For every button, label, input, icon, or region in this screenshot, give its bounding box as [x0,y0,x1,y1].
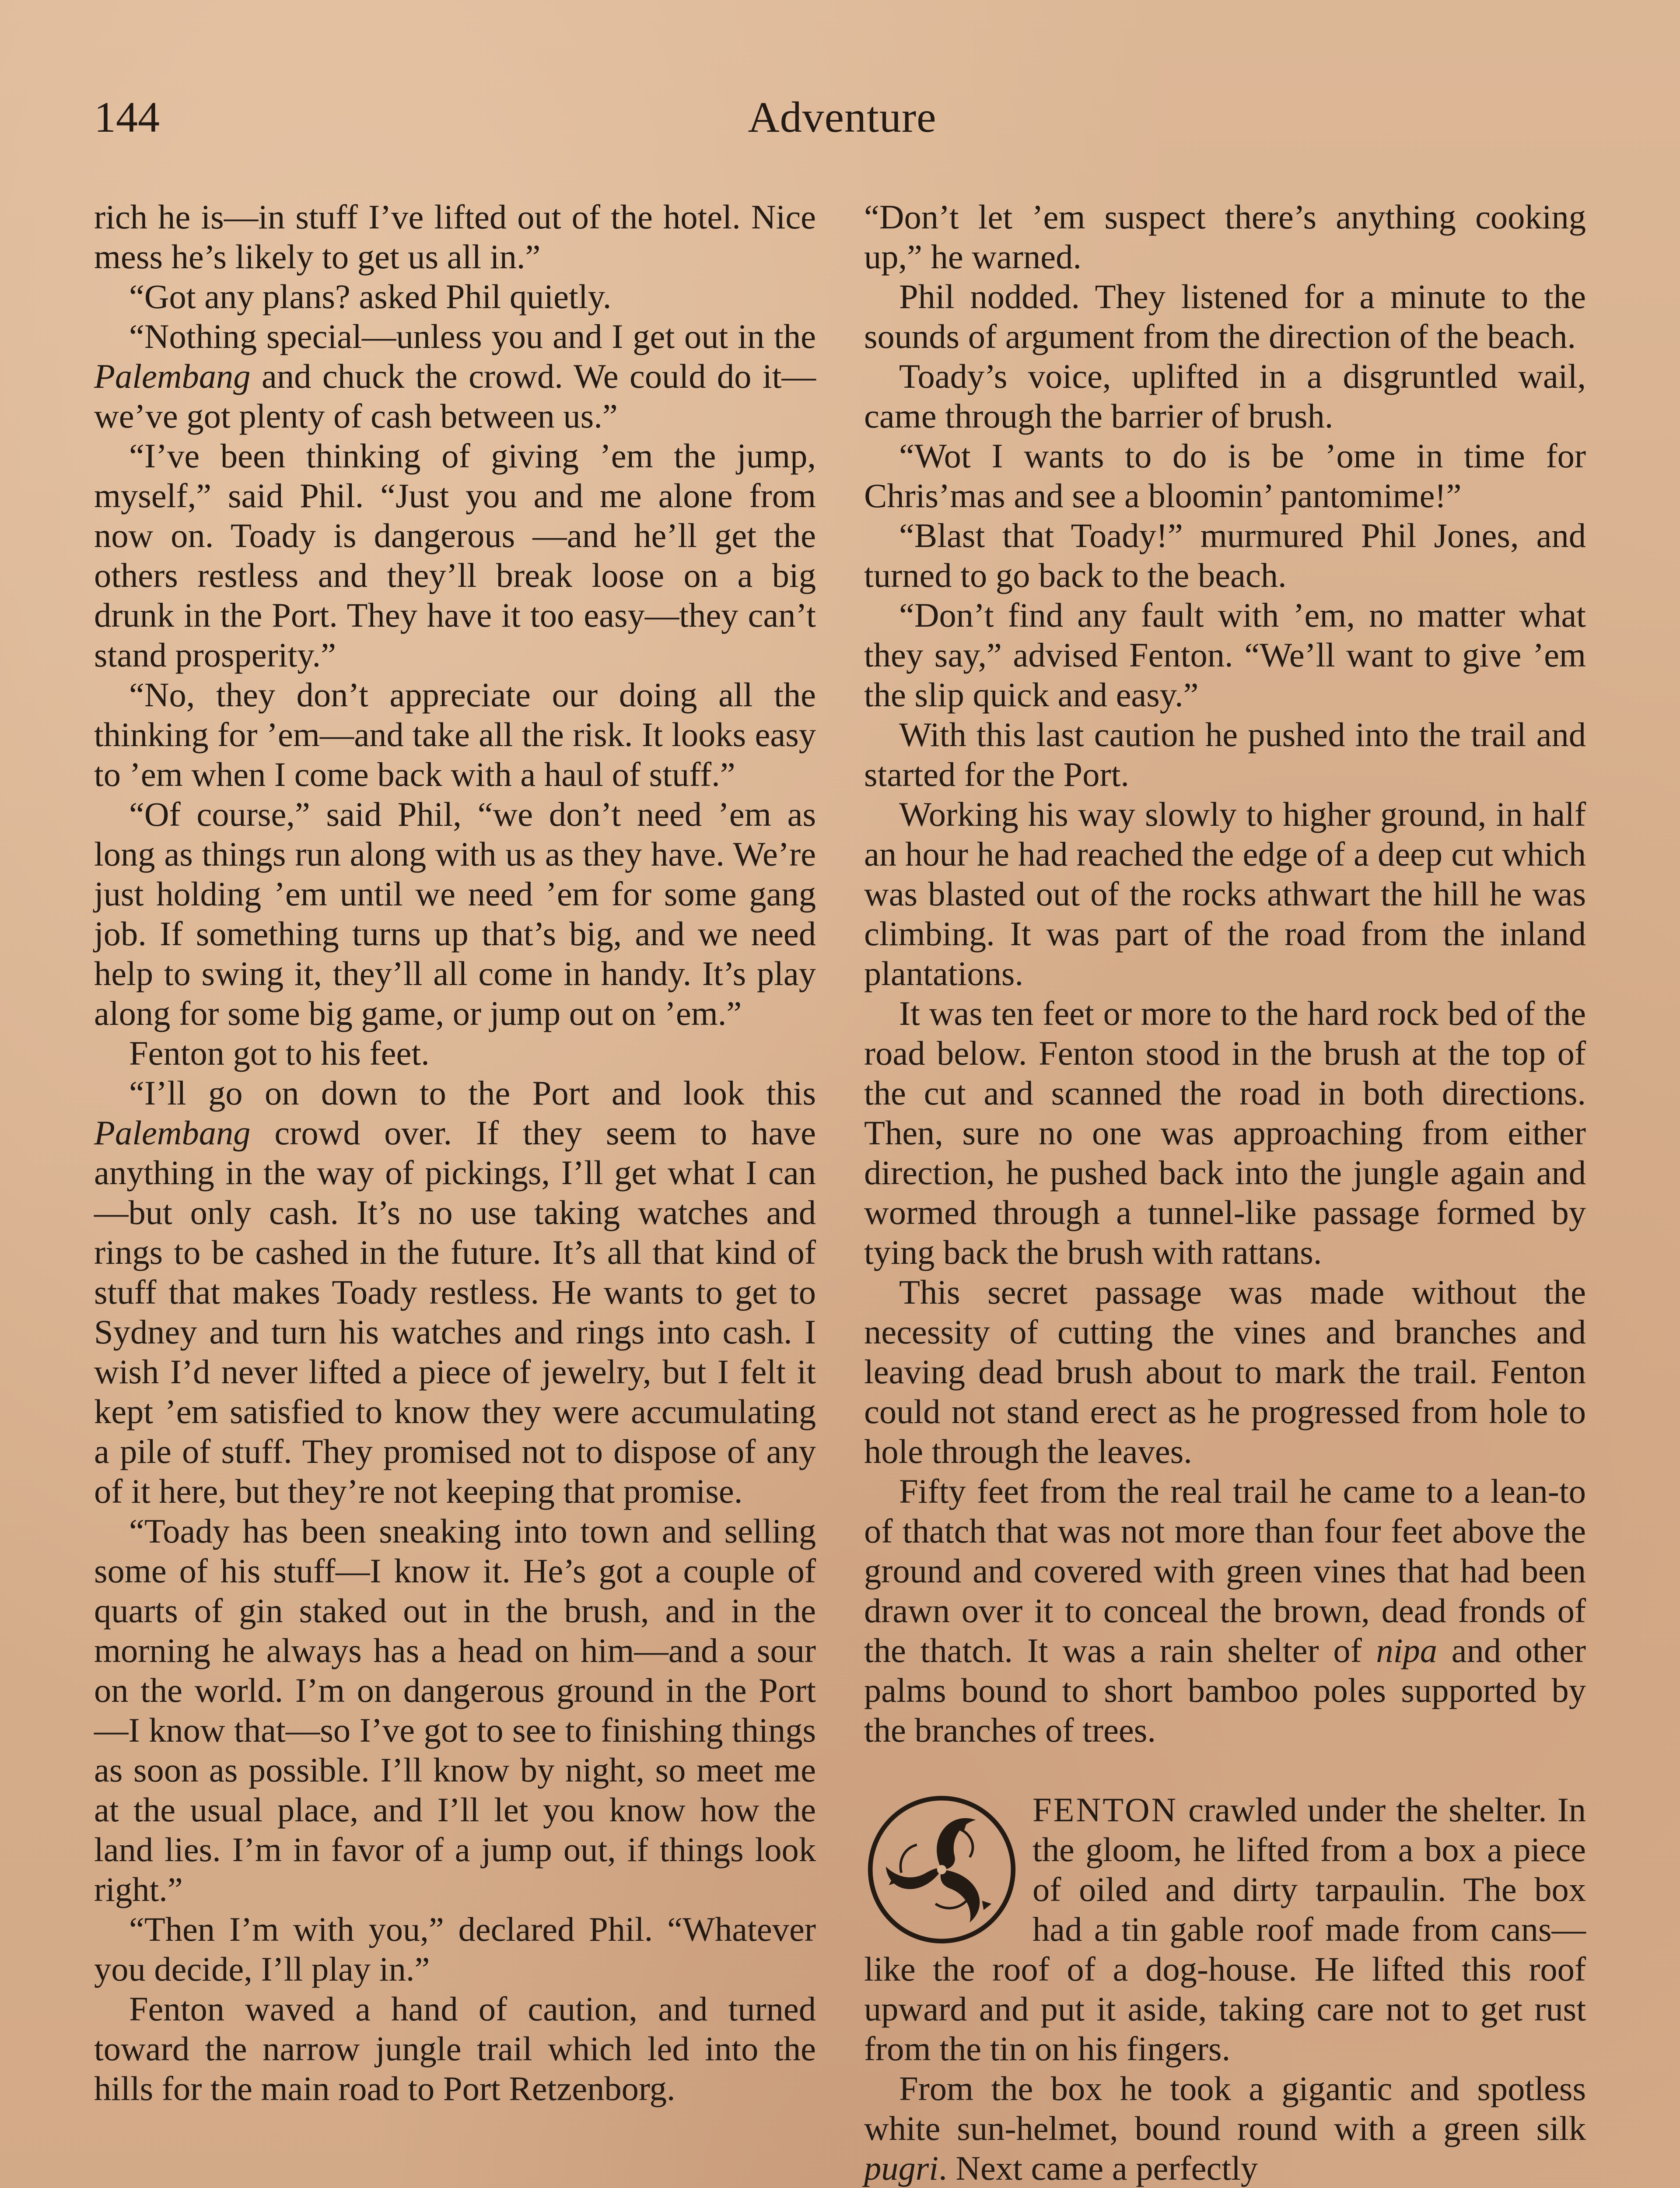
paragraph: “Then I’m with you,” declared Phil. “Whatever you decide, I’ll play in.” [94,1910,816,1988]
text-run: and chuck the crowd. We could do it—we’ve got plenty of cash between us.” [94,357,816,435]
paragraph: rich he is—in stuff I’ve lifted out of the hotel. Nice mess he’s likely to get us all in.” [94,198,816,276]
paragraph: “Toady has been sneaking into town and selling some of his stuff—I know it. He’s got a couple of quarts of gin staked out in the brush, and in the morning he always has a head on him—and a sour on the world. I’m on dangerous ground in the Port—I know that—so I’ve got to see to finishing things as soon as possible. I’ll know by night, so meet me at the usual place, and I’ll let you know how the land lies. I’m in favor of a jump out, if things look right.” [94,1512,816,1908]
left-column [94,197,816,2108]
paragraph: “No, they don’t appreciate our doing all the thinking for ’em—and take all the risk. It looks easy to ’em when I come back with a haul of stuff.” [94,676,816,793]
paragraph [864,1471,1586,1750]
text-run: Fifty feet from the real trail he came to a lean-to of thatch that was not more than four feet above the ground and covered with green vines that had been drawn over it to conceal the brown, dead fronds of the thatch. It was a rain shelter of [864,1472,1586,1669]
paragraph: “Got any plans? asked Phil quietly. [129,277,612,316]
paragraph: It was ten feet or more to the hard rock bed of the road below. Fenton stood in the brush at the top of the cut and scanned the road in both directions. Then, sure no one was approaching from either direction, he pushed back into the jungle again and wormed through a tunnel-like passage formed by tying back the brush with rattans. [864,994,1586,1271]
text-run: and other palms bound to short bamboo poles supported by the branches of trees. [864,1631,1586,1749]
paragraph: With this last caution he pushed into the trail and started for the Port. [864,715,1586,793]
page-header [94,88,1590,153]
lead-word: FENTON [1032,1791,1178,1829]
paragraph: “Don’t let ’em suspect there’s anything cooking up,” he warned. [864,198,1586,276]
paragraph: “Blast that Toady!” murmured Phil Jones, and turned to go back to the beach. [864,516,1586,594]
page-number: 144 [94,93,160,141]
text-run: “I’ll go on down to the Port and look this [129,1074,816,1112]
text-run: crawled under the shelter. In the gloom, he lifted from a box a piece of oiled and dirty tarpaulin. The box had a tin gable roof made from cans—like the roof of a dog-house. He lifted this roof upward and put it aside, taking care not to get rust from the tin on his fingers. [864,1791,1586,2068]
paragraph: “Of course,” said Phil, “we don’t need ’em as long as things run along with us as they have. We’re just holding ’em until we need ’em for some gang job. If something turns up that’s big, and we need help to swing it, they’ll all come in handy. It’s play along for some big game, or jump out on ’em.” [94,795,816,1032]
text-run: . Next came a perfectly [938,2149,1258,2187]
italic-word: pugri [864,2149,939,2187]
paragraph [864,2069,1586,2188]
paragraph [94,1073,816,1511]
paragraph: “Wot I wants to do is be ’ome in time for Chris’mas and see a bloomin’ pantomime!” [864,437,1586,515]
paragraph: Phil nodded. They listened for a minute to the sounds of argument from the direction of the beach. [864,277,1586,355]
text-run: From the box he took a gigantic and spotless white sun-helmet, bound round with a green silk [864,2069,1586,2147]
italic-word: nipa [1376,1631,1437,1669]
running-title: Adventure [748,93,937,141]
ship-name: Palembang [94,357,251,395]
paragraph: This secret passage was made without the necessity of cutting the vines and branches and leaving dead brush about to mark the trail. Fenton could not stand erect as he progressed from hole to hole through the leaves. [864,1273,1586,1470]
paragraph: “Don’t find any fault with ’em, no matter what they say,” advised Fenton. “We’ll want to give ’em the slip quick and easy.” [864,596,1586,714]
paragraph: Fenton got to his feet. [129,1034,430,1072]
section-ornament-icon [864,1792,1019,1947]
right-column [864,197,1586,2188]
section-break-block [864,1790,1586,2069]
paragraph: Toady’s voice, uplifted in a disgruntled wail, came through the barrier of brush. [864,357,1586,435]
paragraph [94,316,816,436]
text-run: “Nothing special—unless you and I get out in the [129,317,816,355]
paragraph: Fenton waved a hand of caution, and turned toward the narrow jungle trail which led into the hills for the main road to Port Retzenborg. [94,1990,816,2107]
paragraph: “I’ve been thinking of giving ’em the jump, myself,” said Phil. “Just you and me alone from now on. Toady is dangerous —and he’ll get the others restless and they’ll break loose on a big drunk in the Port. They have it too easy—they can’t stand prosperity.” [94,437,816,674]
text-run: crowd over. If they seem to have anything in the way of pickings, I’ll get what I can—but only cash. It’s no use taking watches and rings to be cashed in the future. It’s all that kind of stuff that makes Toady restless. He wants to get to Sydney and turn his watches and rings into cash. I wish I’d never lifted a piece of jewelry, but I felt it kept ’em satisfied to know they were accumulating a pile of stuff. They promised not to dispose of any of it here, but they’re not keeping that promise. [94,1114,816,1510]
ship-name: Palembang [94,1114,251,1152]
paragraph: Working his way slowly to higher ground, in half an hour he had reached the edge of a deep cut which was blasted out of the rocks athwart the hill he was climbing. It was part of the road from the inland plantations. [864,795,1586,992]
